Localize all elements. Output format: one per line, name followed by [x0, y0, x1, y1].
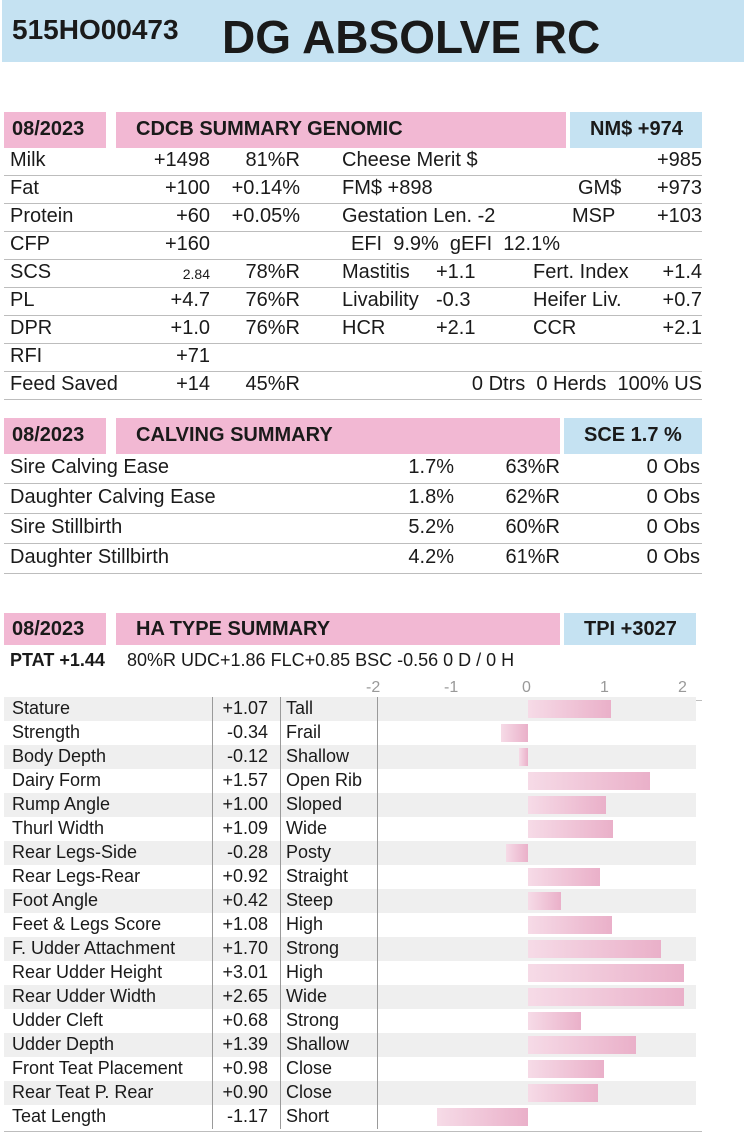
trait-label: DPR [10, 317, 53, 339]
type-value: +1.57 [222, 770, 268, 790]
cdcb-title: CDCB SUMMARY GENOMIC [136, 118, 403, 140]
right-value: +973 [656, 177, 702, 199]
middle-label: Livability [342, 289, 419, 311]
type-value: +1.07 [222, 698, 268, 718]
calving-obs: 0 Obs [646, 486, 700, 508]
type-bar [528, 820, 613, 838]
calving-row [4, 514, 702, 544]
bull-name: DG ABSOLVE RC [222, 11, 601, 63]
ptat-label: PTAT +1.44 [10, 650, 105, 670]
type-title: HA TYPE SUMMARY [136, 618, 331, 640]
calving-title: CALVING SUMMARY [136, 424, 333, 446]
type-row [4, 745, 696, 769]
right-label: Heifer Liv. [533, 289, 622, 311]
calving-trait: Sire Calving Ease [10, 456, 169, 478]
type-row [4, 865, 696, 889]
calving-obs: 0 Obs [646, 516, 700, 538]
cdcb-row [4, 148, 702, 176]
axis-tick-label: 0 [522, 679, 531, 696]
trait-reliability: +0.05% [231, 205, 300, 227]
cdcb-row [4, 372, 702, 400]
trait-label: CFP [10, 233, 50, 255]
type-row [4, 1057, 696, 1081]
type-row [4, 961, 696, 985]
calving-reliability: 62%R [505, 486, 560, 508]
trait-label: Milk [10, 149, 46, 171]
trait-label: Feed Saved [10, 373, 118, 395]
right-value: +0.7 [662, 289, 702, 311]
type-descriptor: Strong [286, 938, 340, 958]
middle-value: +1.1 [436, 261, 476, 283]
type-descriptor: Close [286, 1058, 333, 1078]
right-value: +1.4 [662, 261, 702, 283]
type-descriptor: Close [286, 1082, 333, 1102]
type-bar [437, 1108, 528, 1126]
type-trait: Udder Cleft [12, 1010, 104, 1030]
type-row [4, 769, 696, 793]
right-label: CCR [533, 317, 577, 339]
calving-obs: 0 Obs [646, 546, 700, 568]
calving-row [4, 484, 702, 514]
ptat-details: 80%R UDC+1.86 FLC+0.85 BSC -0.56 0 D / 0 H [127, 650, 515, 670]
type-value: +0.98 [222, 1058, 268, 1078]
trait-value: +14 [176, 373, 210, 395]
type-trait: Body Depth [12, 746, 107, 766]
type-trait: Rear Udder Height [12, 962, 163, 982]
calving-reliability: 61%R [505, 546, 560, 568]
type-bar [528, 964, 684, 982]
nm-badge: NM$ +974 [590, 118, 683, 140]
type-row [4, 721, 696, 745]
type-trait: Front Teat Placement [12, 1058, 183, 1078]
type-descriptor: Shallow [286, 746, 350, 766]
axis-tick-label: 1 [600, 679, 609, 696]
type-value: +2.65 [222, 986, 268, 1006]
calving-reliability: 60%R [505, 516, 560, 538]
type-value: -0.28 [226, 842, 268, 862]
trait-label: PL [10, 289, 35, 311]
cdcb-row [4, 344, 702, 372]
registration-number: 515HO00473 [12, 14, 179, 45]
type-value: +1.08 [222, 914, 268, 934]
type-value: -1.17 [226, 1106, 268, 1126]
right-value: +985 [656, 149, 702, 171]
type-descriptor: Straight [286, 866, 349, 886]
cdcb-row [4, 260, 702, 288]
trait-value: +60 [176, 205, 210, 227]
cdcb-row [4, 232, 702, 260]
type-row [4, 1081, 696, 1105]
middle-label: Gestation Len. -2 [342, 205, 496, 227]
type-bar [519, 748, 528, 766]
calving-row [4, 454, 702, 484]
type-value: -0.12 [226, 746, 268, 766]
middle-label: FM$ +898 [342, 177, 433, 199]
right-value: 0 Dtrs 0 Herds 100% US [471, 373, 702, 395]
right-value: +2.1 [662, 317, 702, 339]
middle-value: -0.3 [436, 289, 471, 311]
type-descriptor: Frail [286, 722, 321, 742]
middle-label: Mastitis [342, 261, 410, 283]
middle-label: Cheese Merit $ [342, 149, 478, 171]
trait-value: +1.0 [170, 317, 210, 339]
trait-reliability: 78%R [245, 261, 300, 283]
type-row [4, 913, 696, 937]
type-value: +1.39 [222, 1034, 268, 1054]
cdcb-row [4, 176, 702, 204]
type-trait: Rear Legs-Rear [12, 866, 141, 886]
type-bar [528, 1036, 636, 1054]
type-value: +0.68 [222, 1010, 268, 1030]
calving-date: 08/2023 [12, 424, 85, 446]
type-row [4, 1105, 696, 1129]
calving-trait: Daughter Stillbirth [10, 546, 169, 568]
type-descriptor: Shallow [286, 1034, 350, 1054]
type-row [4, 937, 696, 961]
type-bar [506, 844, 528, 862]
trait-value: +4.7 [170, 289, 210, 311]
cdcb-row [4, 316, 702, 344]
type-trait: Udder Depth [12, 1034, 115, 1054]
trait-reliability: +0.14% [231, 177, 300, 199]
trait-reliability: 45%R [245, 373, 300, 395]
type-value: +0.90 [222, 1082, 268, 1102]
type-descriptor: Wide [286, 986, 328, 1006]
sce-badge: SCE 1.7 % [584, 424, 682, 446]
type-trait: F. Udder Attachment [12, 938, 176, 958]
type-value: +3.01 [222, 962, 268, 982]
calving-obs: 0 Obs [646, 456, 700, 478]
type-row [4, 841, 696, 865]
type-value: +0.92 [222, 866, 268, 886]
trait-label: Fat [10, 177, 39, 199]
trait-reliability: 81%R [245, 149, 300, 171]
type-trait: Thurl Width [12, 818, 105, 838]
trait-value: 2.84 [182, 266, 210, 282]
column-divider [280, 697, 281, 1129]
calving-reliability: 63%R [505, 456, 560, 478]
middle-value: +2.1 [436, 317, 476, 339]
trait-label: Protein [10, 205, 74, 227]
axis-tick-label: -1 [444, 679, 459, 696]
trait-value: +160 [164, 233, 210, 255]
type-row [4, 1009, 696, 1033]
type-bar [528, 1060, 604, 1078]
axis-tick-label: -2 [366, 679, 381, 696]
type-bar [528, 700, 611, 718]
type-descriptor: Open Rib [286, 770, 363, 790]
right-value: +103 [656, 205, 702, 227]
trait-label: RFI [10, 345, 43, 367]
type-descriptor: Posty [286, 842, 332, 862]
type-bar [528, 916, 612, 934]
type-row [4, 889, 696, 913]
calving-value: 4.2% [408, 546, 454, 568]
middle-label: HCR [342, 317, 386, 339]
axis-tick-label: 2 [678, 679, 687, 696]
type-descriptor: Sloped [286, 794, 343, 814]
calving-value: 1.8% [408, 486, 454, 508]
column-divider [377, 697, 378, 1129]
type-bar [528, 892, 561, 910]
type-bar [528, 988, 684, 1006]
column-divider [212, 697, 213, 1129]
trait-value: +71 [176, 345, 210, 367]
type-trait: Rear Teat P. Rear [12, 1082, 154, 1102]
right-label: GM$ [578, 177, 622, 199]
type-row [4, 1033, 696, 1057]
type-bar [528, 772, 650, 790]
type-bar [528, 796, 606, 814]
type-value: +1.09 [222, 818, 268, 838]
type-descriptor: Strong [286, 1010, 340, 1030]
type-trait: Dairy Form [12, 770, 101, 790]
type-trait: Foot Angle [12, 890, 99, 910]
type-trait: Rear Udder Width [12, 986, 157, 1006]
type-bar [528, 868, 600, 886]
type-trait: Feet & Legs Score [12, 914, 162, 934]
calving-value: 5.2% [408, 516, 454, 538]
right-label: MSP [572, 205, 616, 227]
trait-reliability: 76%R [245, 289, 300, 311]
type-row [4, 817, 696, 841]
type-row [4, 793, 696, 817]
type-descriptor: High [286, 962, 324, 982]
type-trait: Stature [12, 698, 71, 718]
type-bar [501, 724, 528, 742]
trait-reliability: 76%R [245, 317, 300, 339]
type-descriptor: Steep [286, 890, 334, 910]
type-bar [528, 1012, 581, 1030]
type-trait: Strength [12, 722, 81, 742]
efi-value: EFI 9.9% gEFI 12.1% [351, 233, 560, 255]
cdcb-date: 08/2023 [12, 118, 85, 140]
calving-row [4, 544, 702, 574]
cdcb-row [4, 204, 702, 232]
trait-value: +1498 [153, 149, 210, 171]
type-value: -0.34 [226, 722, 268, 742]
type-row [4, 985, 696, 1009]
cdcb-row [4, 288, 702, 316]
tpi-badge: TPI +3027 [584, 618, 677, 640]
type-bar [528, 940, 661, 958]
type-date: 08/2023 [12, 618, 85, 640]
table-bottom-line [4, 1131, 702, 1132]
trait-value: +100 [164, 177, 210, 199]
type-trait: Teat Length [12, 1106, 107, 1126]
type-row [4, 697, 696, 721]
type-descriptor: Wide [286, 818, 328, 838]
calving-trait: Sire Stillbirth [10, 516, 123, 538]
type-value: +1.00 [222, 794, 268, 814]
type-value: +0.42 [222, 890, 268, 910]
calving-value: 1.7% [408, 456, 454, 478]
type-bar [528, 1084, 598, 1102]
right-label: Fert. Index [533, 261, 629, 283]
type-descriptor: Short [286, 1106, 330, 1126]
type-trait: Rear Legs-Side [12, 842, 138, 862]
trait-label: SCS [10, 261, 52, 283]
type-descriptor: High [286, 914, 324, 934]
type-descriptor: Tall [286, 698, 314, 718]
type-value: +1.70 [222, 938, 268, 958]
type-trait: Rump Angle [12, 794, 111, 814]
calving-trait: Daughter Calving Ease [10, 486, 216, 508]
